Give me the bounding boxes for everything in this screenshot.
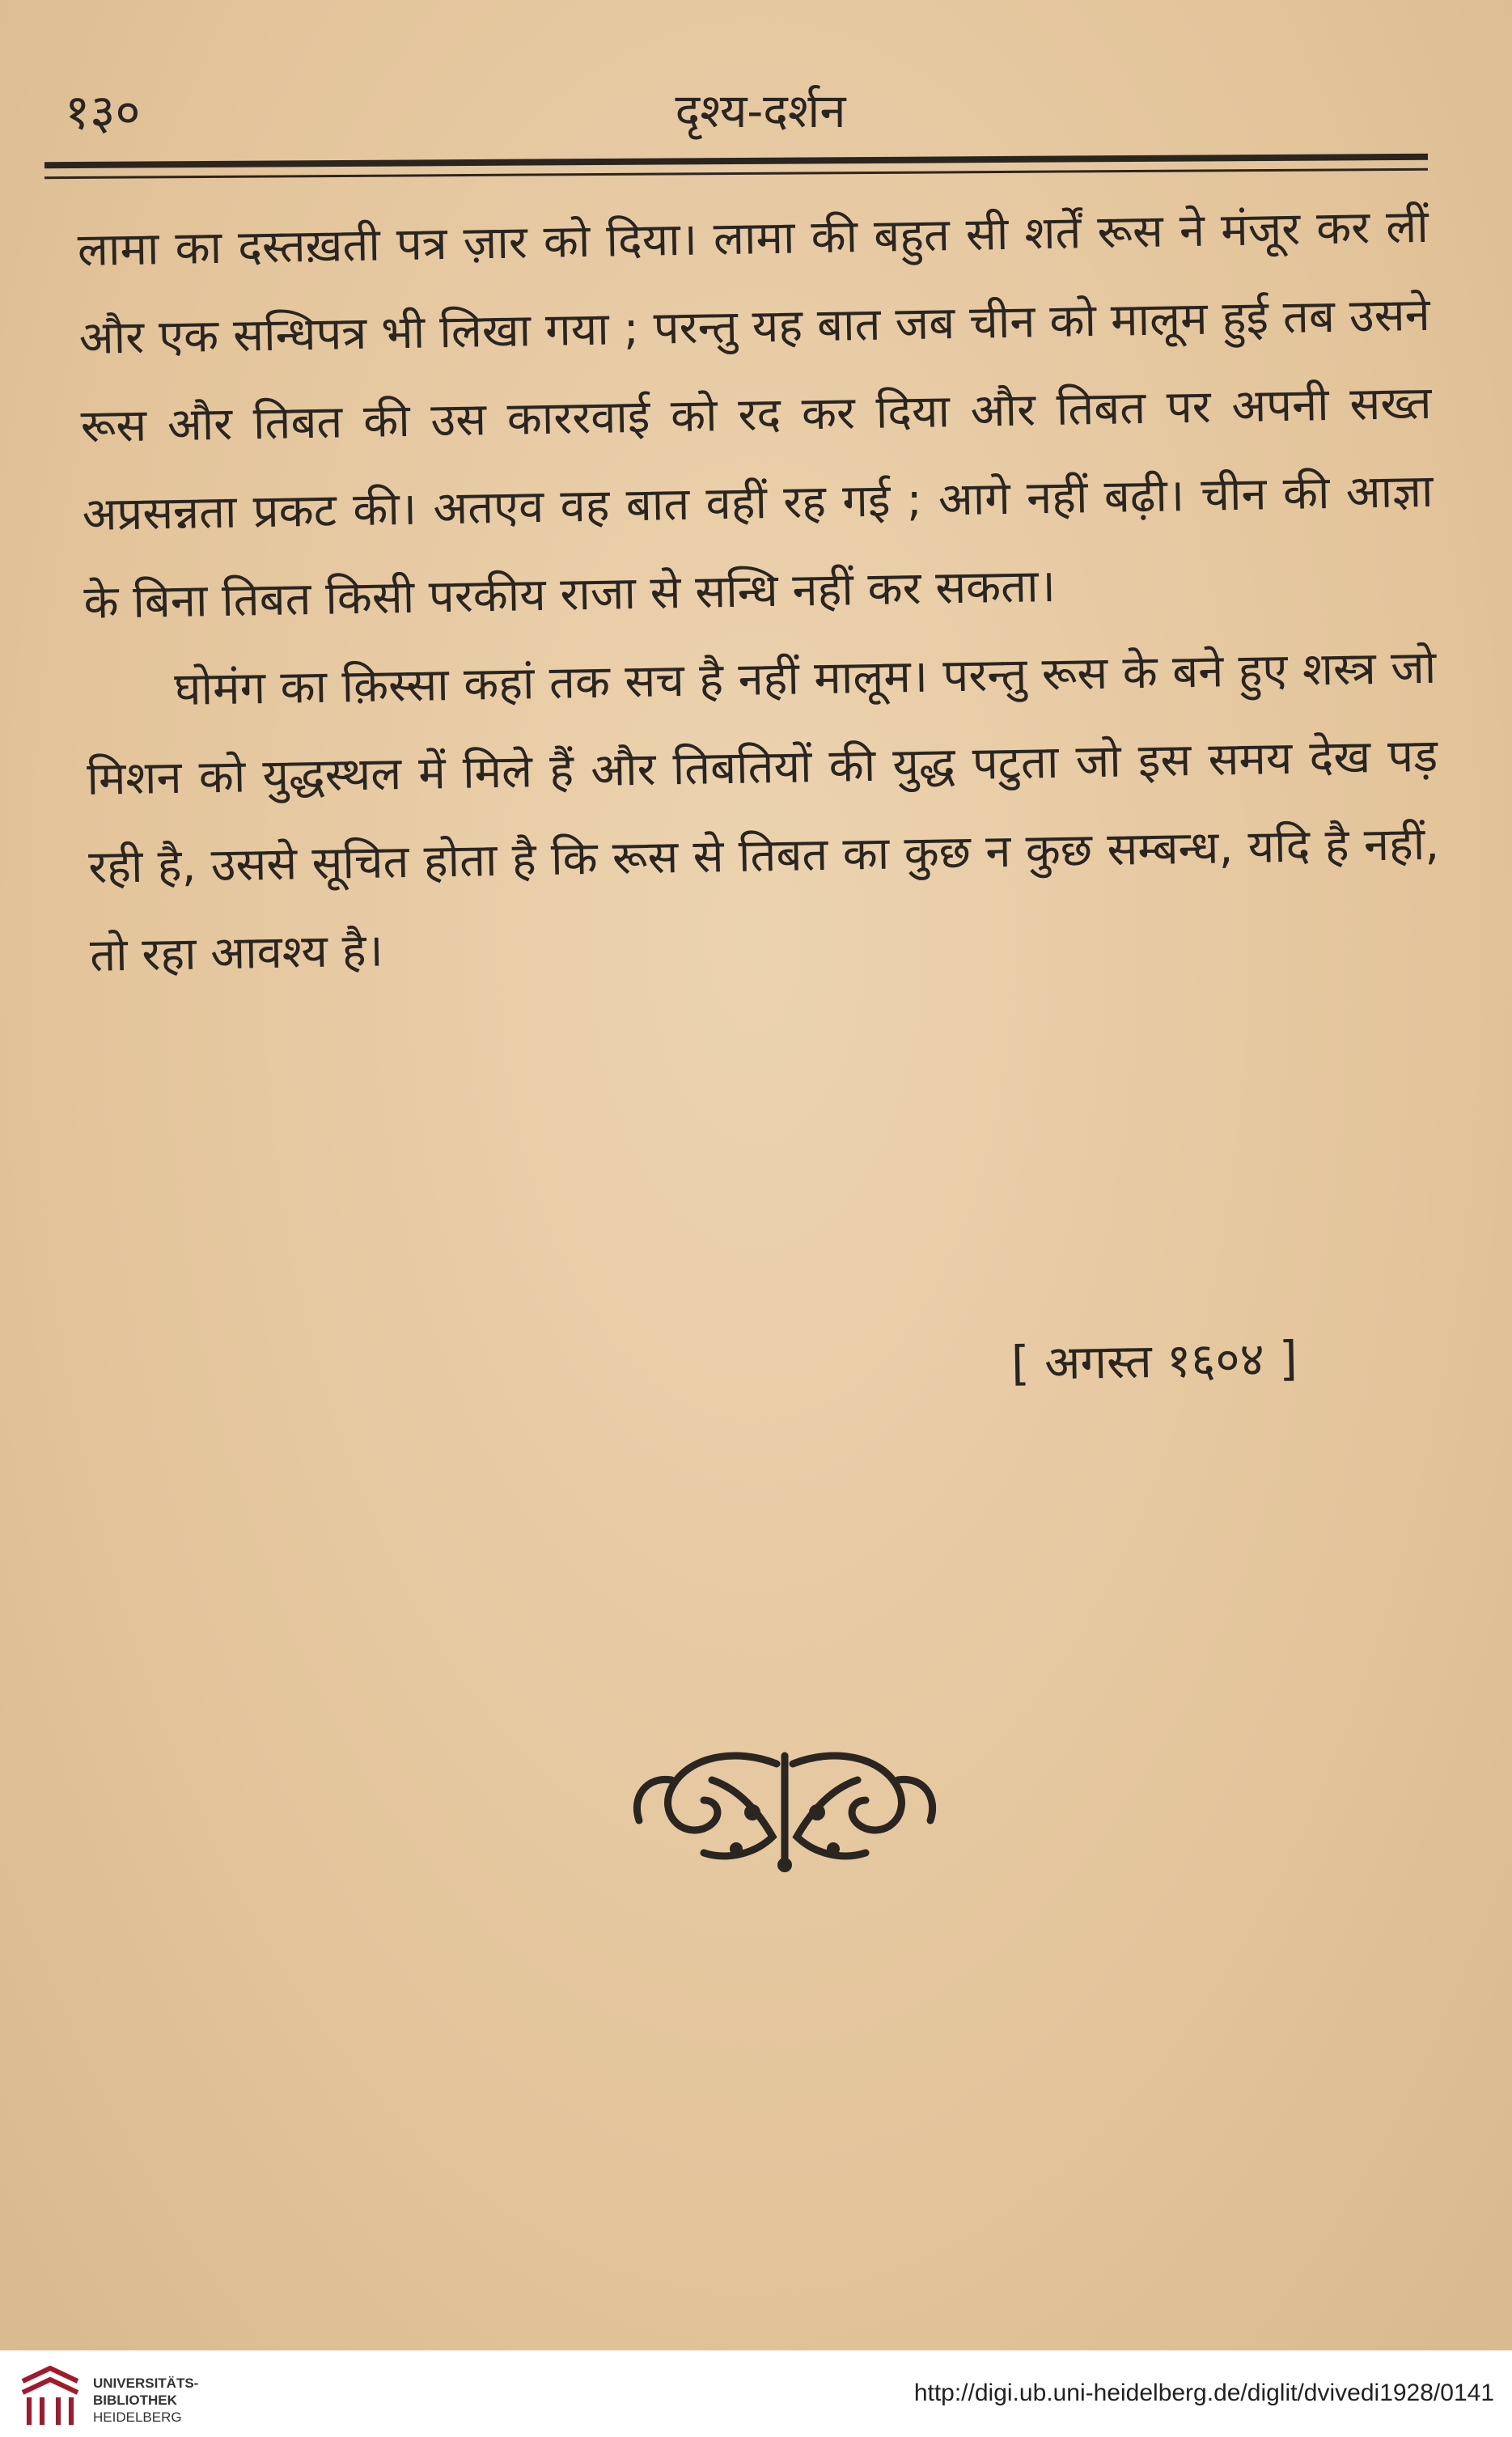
paragraph: लामा का दस्तख़ती पत्र ज़ार को दिया। लामा की बहुत सी शर्तें रूस ने मंजूर कर लीं और एक सन्धिपत्र भी लिखा गया ; परन्तु यह बात जब चीन को मालूम हुई तब उसने रूस और तिबत की उस काररवाई को रद कर दिया और तिबत पर अपनी सख्त अप्रसन्नता प्रकट की। अतएव वह बात वहीं रह गई ; आगे नहीं बढ़ी। चीन की आज्ञा के बिना तिबत किसी परकीय राजा से सन्धि नहीं कर सकता।: [77, 200, 1434, 629]
header-rule-thin: [44, 168, 1428, 179]
body-text: [77, 183, 1442, 1000]
library-name: [93, 2375, 198, 2426]
dateline: [ अगस्त १६०४ ]: [1010, 1330, 1298, 1392]
paragraph: घोमंग का क़िस्सा कहां तक सच है नहीं मालूम। परन्तु रूस के बने हुए शस्त्र जो मिशन को युद्धस्थल में मिले हैं और तिबतियों की युद्ध पटुता जो इस समय देख पड़ रही है, उससे सूचित होता है कि रूस से तिबत का कुछ न कुछ सम्बन्ध, यदि है नहीं, तो रहा आवश्य है।: [86, 641, 1440, 982]
page-number: १३०: [65, 84, 141, 141]
university-library-logo-icon: [18, 2365, 83, 2428]
page-header: [65, 77, 1440, 166]
running-title: दृश्य-दर्शन: [675, 83, 846, 138]
ornament-tailpiece: [615, 1731, 955, 1877]
library-name-line: HEIDELBERG: [93, 2409, 182, 2425]
footer: [0, 2350, 1512, 2437]
permalink-url[interactable]: http://digi.ub.uni-heidelberg.de/diglit/dvivedi1928/0141: [913, 2380, 1494, 2406]
library-name-line: UNIVERSITÄTS-: [93, 2376, 199, 2391]
library-name-line: BIBLIOTHEK: [93, 2392, 177, 2408]
